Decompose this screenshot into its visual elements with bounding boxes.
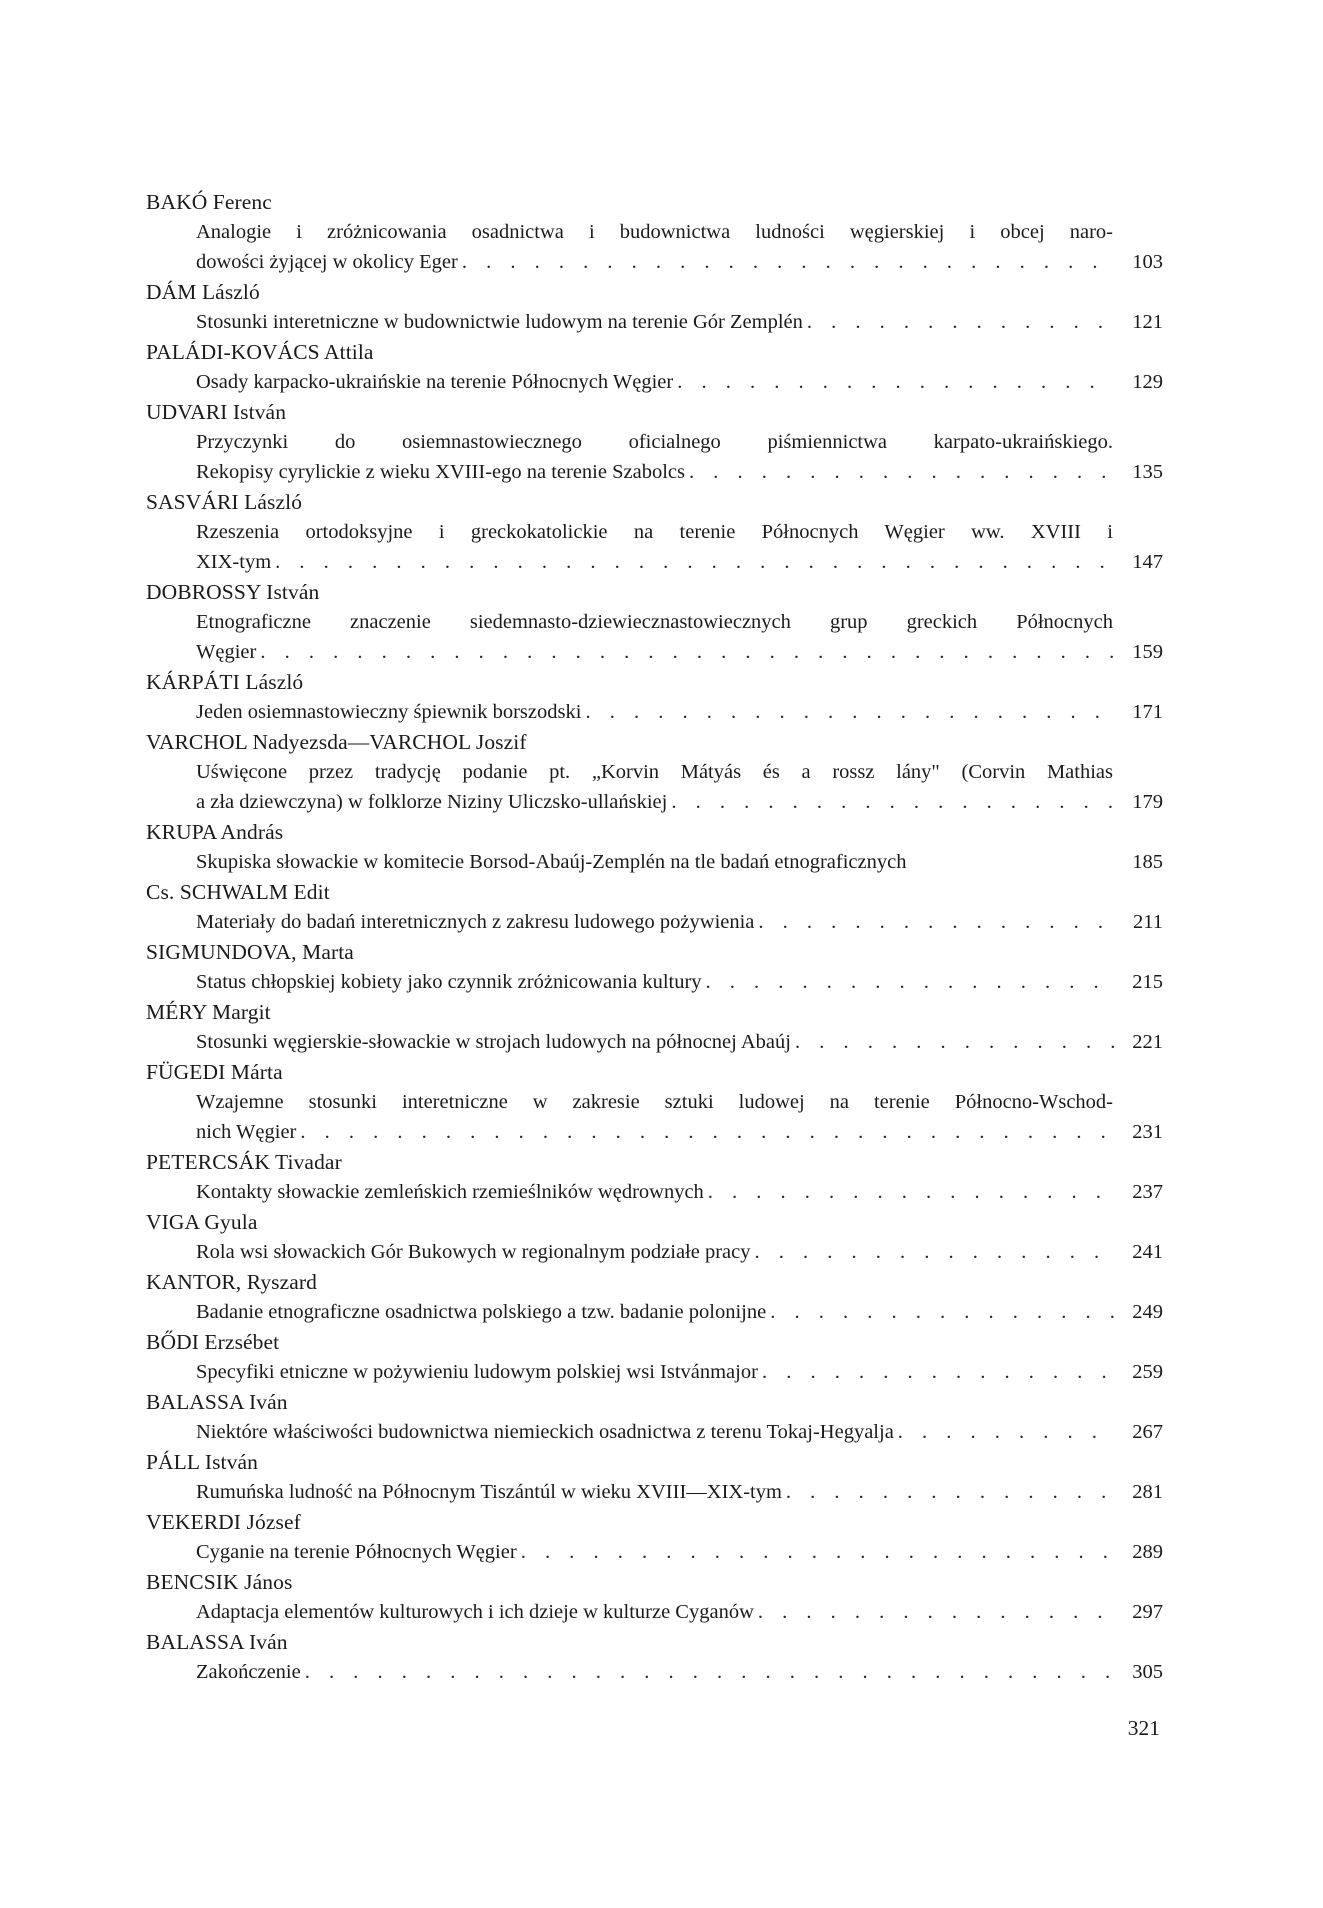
dot-leader [275, 547, 1115, 577]
toc-author: FÜGEDI Márta [146, 1060, 283, 1084]
toc-title-last-line [196, 1477, 1163, 1507]
toc-article [196, 427, 1163, 487]
toc-author: VIGA Gyula [146, 1210, 258, 1234]
dot-leader [898, 1417, 1115, 1447]
toc-page-number: 135 [1132, 461, 1163, 483]
toc-page-number: 179 [1132, 791, 1163, 813]
toc-title-last-line [196, 697, 1163, 727]
toc-article [196, 907, 1163, 937]
toc-title-text: Stosunki węgierskie-słowackie w strojach ludowych na północnej Abaúj [196, 1031, 791, 1053]
toc-page-number: 121 [1132, 311, 1163, 333]
toc-author: SIGMUNDOVA, Marta [146, 940, 354, 964]
dot-leader [786, 1477, 1115, 1507]
toc-title-last-line [196, 247, 1163, 277]
toc-page-number: 237 [1132, 1181, 1163, 1203]
toc-article [196, 1357, 1163, 1387]
toc-title-last-line [196, 1417, 1163, 1447]
toc-article [196, 1177, 1163, 1207]
toc-author: BŐDI Erzsébet [146, 1330, 280, 1354]
toc-author: SASVÁRI László [146, 490, 303, 514]
toc-page-number: 241 [1132, 1241, 1163, 1263]
toc-page-number: 211 [1133, 911, 1163, 933]
toc-title-last-line [196, 367, 1163, 397]
toc-author: BALASSA Iván [146, 1630, 288, 1654]
toc-author: PÁLL István [146, 1450, 258, 1474]
toc-title-text: Kontakty słowackie zemleńskich rzemieślników wędrownych [196, 1181, 704, 1203]
toc-page-number: 259 [1132, 1361, 1163, 1383]
toc-title-last-line [196, 1117, 1163, 1147]
dot-leader [677, 367, 1115, 397]
toc-author: BENCSIK János [146, 1570, 293, 1594]
toc-page-number: 159 [1132, 641, 1163, 663]
toc-title-last-line [196, 1357, 1163, 1387]
toc-author: DOBROSSY István [146, 580, 320, 604]
toc-title-text: nich Węgier [196, 1121, 297, 1143]
toc-article [196, 1237, 1163, 1267]
dot-leader [708, 1177, 1115, 1207]
toc-author: VARCHOL Nadyezsda—VARCHOL Joszif [146, 730, 527, 754]
toc-page-number: 185 [1132, 851, 1163, 873]
dot-leader [260, 637, 1115, 667]
toc-article [196, 1087, 1163, 1147]
toc-author: BAKÓ Ferenc [146, 190, 272, 214]
toc-article [196, 1417, 1163, 1447]
toc-title-text: Rola wsi słowackich Gór Bukowych w regionalnym podziałe pracy [196, 1241, 751, 1263]
toc-title-text: Stosunki interetniczne w budownictwie ludowym na terenie Gór Zemplén [196, 311, 803, 333]
page-number: 321 [1127, 1716, 1160, 1740]
toc-title-text: Badanie etnograficzne osadnictwa polskiego a tzw. badanie polonijne [196, 1301, 767, 1323]
toc-title-text: dowości żyjącej w okolicy Eger [196, 251, 458, 273]
toc-title-text: Materiały do badań interetnicznych z zakresu ludowego pożywienia [196, 911, 755, 933]
dot-leader [755, 1237, 1115, 1267]
toc-article [196, 217, 1163, 277]
dot-leader [758, 1597, 1115, 1627]
toc-title-last-line [196, 1537, 1163, 1567]
toc-author: UDVARI István [146, 400, 287, 424]
toc-article [196, 1657, 1163, 1687]
toc-title-text: Osady karpacko-ukraińskie na terenie Północnych Węgier [196, 371, 674, 393]
dot-leader [585, 697, 1115, 727]
toc-page-number: 231 [1132, 1121, 1163, 1143]
toc-title-last-line [196, 1297, 1163, 1327]
toc-title-last-line [196, 907, 1163, 937]
toc-title-last-line [196, 1177, 1163, 1207]
toc-article [196, 517, 1163, 577]
toc-title-text: Rekopisy cyrylickie z wieku XVIII-ego na terenie Szabolcs [196, 461, 685, 483]
toc-title-text: Węgier [196, 641, 257, 663]
toc-article [196, 1477, 1163, 1507]
dot-leader [689, 457, 1115, 487]
toc-page-number: 215 [1132, 971, 1163, 993]
toc-author: MÉRY Margit [146, 1000, 271, 1024]
toc-title-last-line [196, 1237, 1163, 1267]
toc-page-number: 289 [1132, 1541, 1163, 1563]
toc-page-number: 281 [1132, 1481, 1163, 1503]
toc-author: KÁRPÁTI László [146, 670, 304, 694]
toc-page-number: 147 [1132, 551, 1163, 573]
toc-article [196, 757, 1163, 817]
toc-title-last-line [196, 457, 1163, 487]
dot-leader [300, 1117, 1115, 1147]
toc-article [196, 1027, 1163, 1057]
toc-title-line: Przyczynki do osiemnastowiecznego oficialnego piśmiennictwa karpato-ukraińskiego. [196, 431, 1113, 453]
toc-page-number: 171 [1132, 701, 1163, 723]
toc-title-last-line [196, 307, 1163, 337]
toc-author: BALASSA Iván [146, 1390, 288, 1414]
toc-title-line: Rzeszenia ortodoksyjne i greckokatolickie na terenie Północnych Węgier ww. XVIII i [196, 521, 1113, 543]
toc-article [196, 697, 1163, 727]
dot-leader [305, 1657, 1115, 1687]
toc-title-text: Cyganie na terenie Północnych Węgier [196, 1541, 517, 1563]
toc-article [196, 607, 1163, 667]
toc-article [196, 1297, 1163, 1327]
dot-leader [671, 787, 1115, 817]
toc-title-text: XIX-tym [196, 551, 272, 573]
toc-title-text: Niektóre właściwości budownictwa niemieckich osadnictwa z terenu Tokaj-Hegyalja [196, 1421, 894, 1443]
toc-title-last-line [196, 1597, 1163, 1627]
dot-leader [807, 307, 1115, 337]
toc-page-number: 103 [1132, 251, 1163, 273]
dot-leader [706, 967, 1115, 997]
toc-page-number: 129 [1132, 371, 1163, 393]
toc-title-last-line [196, 847, 1163, 877]
toc-title-text: Skupiska słowackie w komitecie Borsod-Abaúj-Zemplén na tle badań etnograficznych [196, 851, 907, 873]
toc-author: PETERCSÁK Tivadar [146, 1150, 342, 1174]
table-of-contents [146, 187, 1163, 1687]
toc-author: KRUPA András [146, 820, 284, 844]
toc-title-text: a zła dziewczyna) w folklorze Niziny Uliczsko-ullańskiej [196, 791, 668, 813]
toc-title-text: Zakończenie [196, 1661, 301, 1683]
toc-author: VEKERDI József [146, 1510, 301, 1534]
toc-author: DÁM László [146, 280, 260, 304]
toc-title-last-line [196, 1657, 1163, 1687]
toc-title-text: Specyfiki etniczne w pożywieniu ludowym polskiej wsi Istvánmajor [196, 1361, 758, 1383]
toc-title-last-line [196, 787, 1163, 817]
toc-title-line: Uświęcone przez tradycję podanie pt. „Korvin Mátyás és a rossz lány" (Corvin Mathias [196, 761, 1113, 783]
toc-page-number: 267 [1132, 1421, 1163, 1443]
toc-title-line: Wzajemne stosunki interetniczne w zakresie sztuki ludowej na terenie Północno-Wschod- [196, 1091, 1113, 1113]
toc-title-last-line [196, 1027, 1163, 1057]
toc-title-line: Analogie i zróżnicowania osadnictwa i budownictwa ludności węgierskiej i obcej naro- [196, 221, 1113, 243]
dot-leader [770, 1297, 1115, 1327]
toc-title-last-line [196, 967, 1163, 997]
toc-title-text: Status chłopskiej kobiety jako czynnik zróżnicowania kultury [196, 971, 702, 993]
dot-leader [762, 1357, 1115, 1387]
toc-page-number: 221 [1132, 1031, 1163, 1053]
toc-title-last-line [196, 547, 1163, 577]
toc-page-number: 249 [1132, 1301, 1163, 1323]
toc-title-text: Rumuńska ludność na Północnym Tiszántúl w wieku XVIII—XIX-tym [196, 1481, 782, 1503]
toc-article [196, 847, 1163, 877]
toc-title-text: Adaptacja elementów kulturowych i ich dzieje w kulturze Cyganów [196, 1601, 754, 1623]
toc-article [196, 307, 1163, 337]
toc-page-number: 305 [1132, 1661, 1163, 1683]
toc-title-text: Jeden osiemnastowieczny śpiewnik borszodski [196, 701, 582, 723]
toc-article [196, 1537, 1163, 1567]
toc-page-number: 297 [1132, 1601, 1163, 1623]
toc-author: KANTOR, Ryszard [146, 1270, 318, 1294]
toc-title-line: Etnograficzne znaczenie siedemnasto-dziewiecznastowiecznych grup greckich Północnych [196, 611, 1113, 633]
dot-leader [758, 907, 1115, 937]
dot-leader [462, 247, 1115, 277]
toc-author: PALÁDI-KOVÁCS Attila [146, 340, 374, 364]
dot-leader [795, 1027, 1115, 1057]
toc-article [196, 367, 1163, 397]
toc-title-last-line [196, 637, 1163, 667]
toc-article [196, 1597, 1163, 1627]
toc-author: Cs. SCHWALM Edit [146, 880, 330, 904]
toc-article [196, 967, 1163, 997]
dot-leader [521, 1537, 1115, 1567]
